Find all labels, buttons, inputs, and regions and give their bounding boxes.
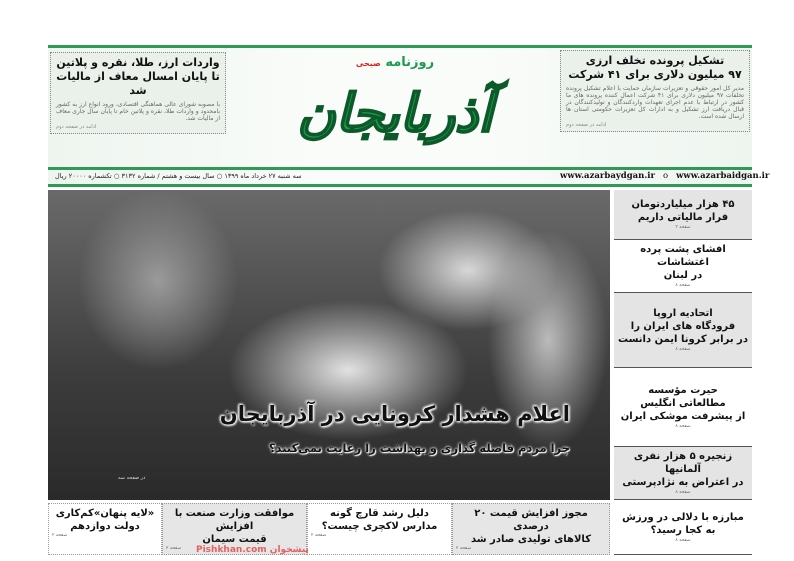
story-line: مطالعاتی انگلیس	[640, 398, 726, 409]
teaser-ref: ادامه در صفحه دوم	[56, 124, 97, 130]
bottom-story[interactable]	[307, 503, 452, 555]
story-line: در برابر کرونا ایمن دانست	[618, 334, 748, 345]
main-subheadline: چرا مردم فاصله گذاری و بهداشت را رعایت نمی‌کنند؟	[268, 441, 570, 455]
story-line: کالاهای تولیدی صادر شد	[470, 534, 592, 545]
newspaper-logo	[232, 50, 558, 162]
teaser-title: تشکیل پرونده تخلف ارزی	[585, 54, 725, 67]
side-story[interactable]	[614, 447, 752, 500]
story-line: افشای پشت پرده اغتشاشات	[640, 244, 726, 268]
page-ref: صفحه ۲	[456, 546, 472, 551]
story-line: دلیل رشد قارچ گونه	[330, 508, 429, 519]
page-ref: صفحه ۸	[675, 347, 691, 352]
story-line: مدارس لاکچری چیست؟	[321, 521, 438, 532]
story-line: در لبنان	[663, 270, 703, 281]
story-line: دولت دوازدهم	[70, 521, 140, 532]
story-line: موافقت وزارت صنعت با افزایش	[174, 508, 295, 532]
side-story[interactable]	[614, 293, 752, 368]
story-line: فرودگاه های ایران را	[630, 321, 736, 332]
teaser-body: مدیر کل امور حقوقی و تعزیرات سازمان حمایت با اعلام تشکیل پرونده تخلفات ۹۷ میلیون دلاری برای ۴۱ شرکت اعمال کننده پرونده های ما کشور در ارتباط با عدم اجرای تعهدات واردکنندگان و تولیدکنندگان در قبال دریافت ارز تشکیل و به ادارات کل تعزیرات حکومتی استان ها ارسال شده است.	[566, 85, 745, 120]
side-story[interactable]	[614, 190, 752, 240]
page-ref: صفحه ۸	[675, 490, 691, 495]
side-story[interactable]	[614, 500, 752, 555]
page-ref: صفحه ۳	[675, 225, 691, 230]
story-line: مبارزه با دلالی در ورزش	[622, 511, 744, 523]
watermark-en: Pishkhan.com	[196, 545, 267, 555]
story-line: حیرت مؤسسه	[648, 385, 718, 396]
page-ref: صفحه ۸	[675, 424, 691, 429]
story-line: فرار مالیاتی داریم	[637, 212, 729, 223]
watermark-fa: پیشخوان	[269, 545, 309, 555]
main-ref: در صفحه سه	[118, 475, 146, 481]
left-teaser-box[interactable]	[50, 52, 226, 134]
page-ref: صفحه ۲	[311, 533, 327, 538]
logo-text: آذربایجان	[297, 83, 493, 144]
story-line: از پیشرفت موشکی ایران	[620, 411, 746, 422]
story-line: به کجا رسید؟	[650, 524, 716, 536]
divider	[48, 184, 752, 187]
page-ref: صفحه ۲	[166, 546, 182, 551]
story-line: اتحادیه اروپا	[653, 308, 713, 319]
divider	[48, 167, 752, 170]
dateline: سه شنبه ۲۷ خرداد ماه ۱۳۹۹ ○ سال بیست و هشتم / شماره ۳۱۳۲ ○ تکشماره ۲۰۰۰۰ ریال	[55, 172, 302, 180]
logo-tag: صبحی	[355, 59, 381, 68]
watermark	[196, 546, 309, 555]
separator: o	[662, 171, 669, 181]
main-story-photo[interactable]	[48, 190, 610, 500]
page-ref: صفحه ۸	[675, 537, 691, 543]
websites	[560, 171, 769, 182]
website-link[interactable]: www.azarbaydgan.ir	[560, 171, 656, 181]
page-ref: صفحه ۸	[675, 283, 691, 288]
teaser-title: واردات ارز، طلا، نقره و پلاتین	[56, 56, 220, 69]
bottom-story[interactable]	[452, 503, 610, 555]
teaser-body: با مصوبه شورای عالی هماهنگی اقتصادی، ورود انواع ارز به کشور بامحدود و واردات طلا، نقره و پلاتین خام تا پایان سال جاری معاف از مالیات شد.	[56, 101, 220, 122]
story-line: «لایه پنهان»کم‌کاری	[55, 508, 155, 519]
story-line: قیمت سیمان	[202, 534, 267, 545]
logo-subtitle-text: روزنامه	[385, 55, 435, 70]
side-story[interactable]	[614, 240, 752, 293]
story-line: ۴۵ هزار میلیاردتومان	[631, 199, 735, 210]
website-link[interactable]: www.azarbaidgan.ir	[676, 171, 770, 181]
bottom-story[interactable]	[48, 503, 162, 555]
story-line: در اعتراض به نژادپرستی	[622, 477, 744, 488]
page-ref: صفحه ۲	[52, 533, 68, 538]
teaser-ref: ادامه در صفحه دوم	[566, 122, 607, 128]
main-headline: اعلام هشدار کرونایی در آذربایجان	[219, 402, 570, 426]
logo-subtitle	[232, 54, 558, 73]
story-line: زنجیره ۵ هزار نفری آلمانیها	[633, 451, 733, 475]
right-teaser-box[interactable]	[560, 50, 750, 132]
story-line: مجوز افزایش قیمت ۲۰ درصدی	[474, 508, 588, 532]
teaser-title: ۹۷ میلیون دلاری برای ۴۱ شرکت	[568, 68, 742, 81]
teaser-title: تا پایان امسال معاف از مالیات شد	[56, 70, 220, 97]
side-story[interactable]	[614, 368, 752, 447]
